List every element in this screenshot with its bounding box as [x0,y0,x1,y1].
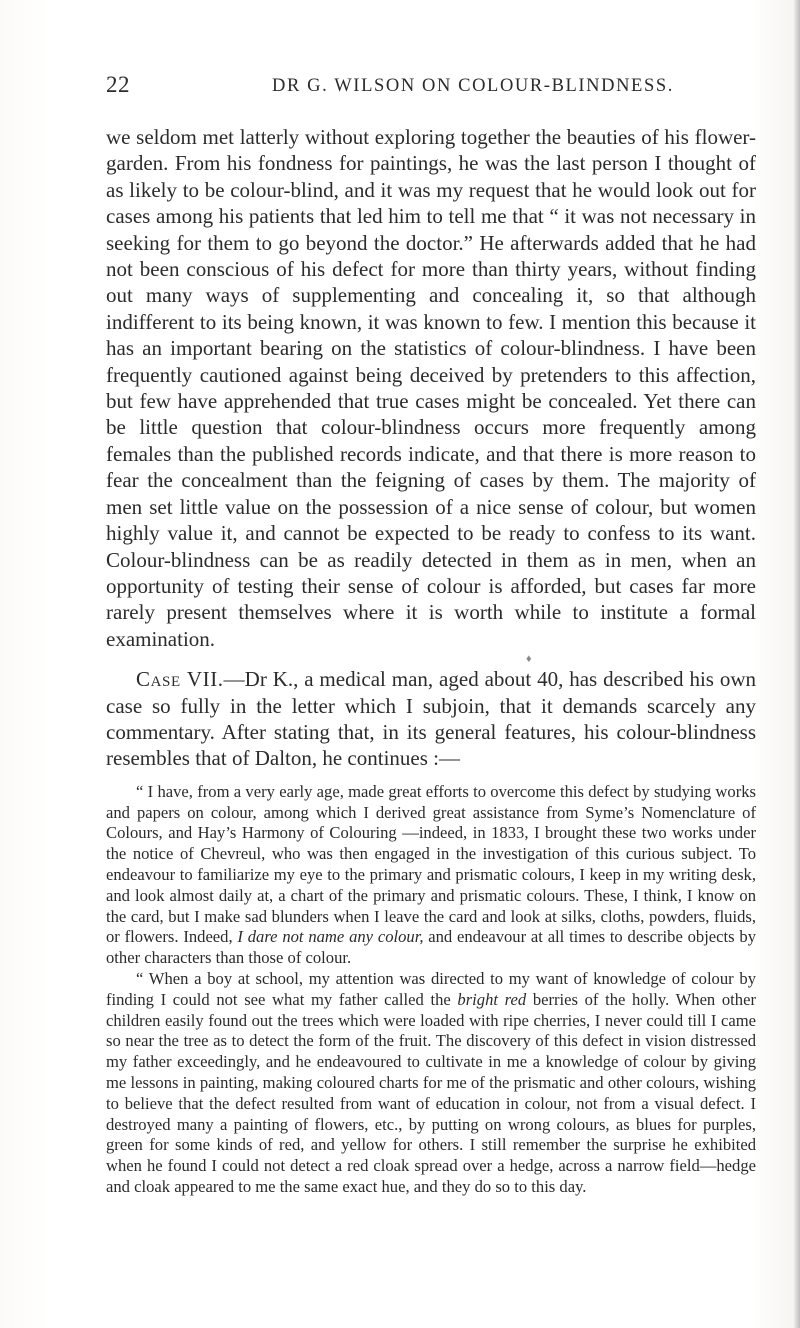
case-paragraph [106,666,756,772]
quote-paragraph [106,969,756,1198]
body-text [106,124,756,1198]
quote-paragraph [106,782,756,969]
page-number: 22 [106,72,130,97]
paragraph: we seldom met latterly without exploring together the beauties of his flower-garden. From his fondness for paintings, he was the last person I thought of as likely to be colour-blind, and it was my request that he would look out for cases among his patients that led him to tell me that “ it was not necessary in seeking for them to go beyond the doctor.” He afterwards added that he had not been conscious of his defect for more than thirty years, without finding out many ways of supplementing and concealing it, so that although indifferent to its being known, it was known to few. I mention this because it has an important bearing on the statistics of colour-blindness. I have been frequently cautioned against being deceived by pretenders to this affection, but few have apprehended that true cases might be concealed. Yet there can be little question that colour-blindness occurs more frequently among females than the published records indicate, and that there is more reason to fear the concealment than the feigning of cases by them. The majority of men set little value on the possession of a nice sense of colour, but women highly value it, and cannot be expected to be ready to confess to its want. Colour-blindness can be as readily detected in them as in men, when an opportunity of testing their sense of colour is afforded, but cases far more rarely present themselves where it is worth while to institute a formal examination. [106,125,756,651]
page-header [106,72,746,100]
main-text [106,124,756,652]
diamond-ornament-icon: ♦ [526,653,532,666]
case-label: Case VII. [136,667,224,692]
quote-text: berries of the holly. When other children easily found out the trees which were loaded with ripe cherries, I never could till I came so near the tree as to detect the form of the fruit. The discovery of this defect in vision distressed my father exceedingly, and he endeavoured to cultivate in me a knowledge of colour by giving me lessons in painting, making coloured charts for me of the prismatic and other colours, wishing to believe that the defect resulted from want of education in colour, not from a visual defect. I destroyed many a painting of flowers, etc., by putting on wrong colours, as blues for purples, green for some kinds of red, and yellow for others. I still remember the surprise he exhibited when he found I could not detect a red cloak spread over a hedge, across a narrow field—hedge and cloak appeared to me the same exact hue, and they do so to this day. [106,989,756,1196]
quote-text: “ I have, from a very early age, made great efforts to overcome this defect by studying works and papers on colour, among which I derived great assistance from Syme’s Nomenclature of Colours, and Hay’s Harmony of Colouring —indeed, in 1833, I brought these two works under the notice of Chevreul, who was then engaged in the investigation of this curious subject. To endeavour to familiarize my eye to the primary and prismatic colours, I keep in my writing desk, and look almost daily at, a chart of the primary and prismatic colours. These, I think, I know on the card, but I make sad blunders when I leave the card and look at silks, cloths, powders, fluids, or flowers. Indeed, [106,781,756,947]
quote-emphasis: bright red [457,989,527,1009]
letter-quote [106,782,756,1198]
case-section [106,666,756,772]
running-head: DR G. WILSON ON COLOUR-BLINDNESS. [272,76,674,96]
quote-emphasis: I dare not name any colour, [237,927,424,947]
quote-text: “ When a boy at school, my attention was directed to my want of knowledge of colour by finding I could not see what my father called the [106,968,756,1009]
case-text: —Dr K., a medical man, aged about 40, has described his own case so fully in the letter which I subjoin, that it demands scarcely any commentary. After stating that, in its general features, his colour-blindness resembles that of Dalton, he continues :— [106,667,756,771]
page-edge-shadow [794,0,800,1328]
quote-text: and endeavour at all times to describe objects by other characters than those of colour. [106,927,756,968]
